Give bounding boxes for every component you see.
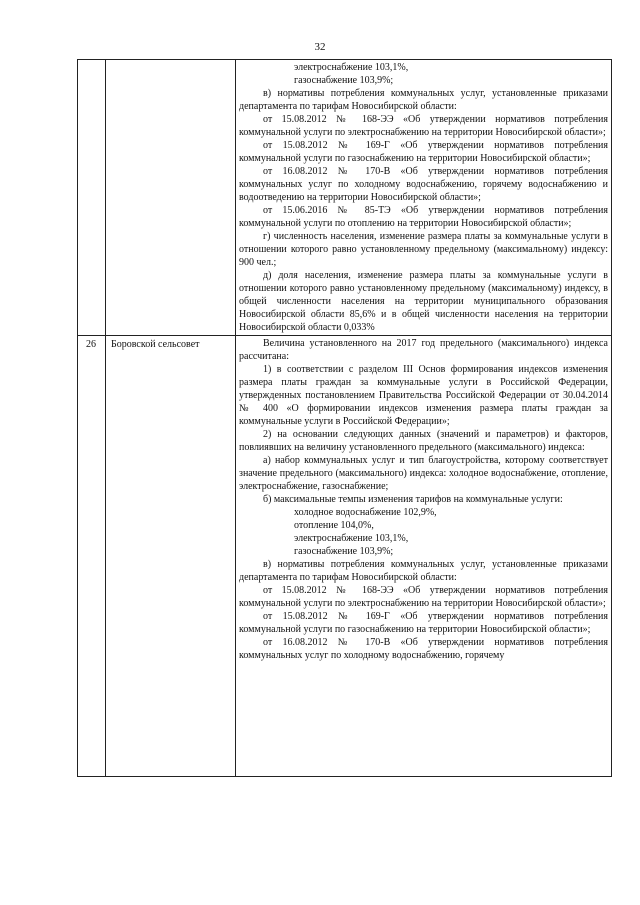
text-paragraph: д) доля населения, изменение размера платы за коммунальные услуги в отношении которого равно установленному предельному (максимальному) индексу, в общей численности населения на территории муниципального образования Новосибирской области 85,6% и в общей численности населения на территории Новосибирской области 0,033%: [239, 270, 608, 333]
text-paragraph: от 16.08.2012 № 170-В «Об утверждении нормативов потребления коммунальных услуг по холодному водоснабжению, горячему: [239, 637, 608, 661]
text-paragraph: 2) на основании следующих данных (значений и параметров) и факторов, повлиявших на величину установленного предельного (максимального) индекса:: [239, 429, 608, 453]
text-line: газоснабжение 103,9%;: [294, 546, 394, 557]
text-line: электроснабжение 103,1%,: [294, 533, 409, 544]
row-number-cell: [78, 336, 106, 777]
text-paragraph: г) численность населения, изменение размера платы за коммунальные услуги в отношении которого равно установленному предельному (максимальному) индексу: 900 чел.;: [239, 231, 608, 268]
municipality-name: Боровской сельсовет: [111, 339, 200, 350]
table-row-continued: [78, 60, 612, 336]
text-paragraph: от 15.08.2012 № 169-Г «Об утверждении нормативов потребления коммунальной услуги по газоснабжению на территории Новосибирской области»;: [239, 140, 608, 164]
text-paragraph: от 15.06.2016 № 85-ТЭ «Об утверждении нормативов потребления коммунальной услуги по отоплению на территории Новосибирской области»;: [239, 205, 608, 229]
text-paragraph: от 15.08.2012 № 168-ЭЭ «Об утверждении нормативов потребления коммунальной услуги по электроснабжению на территории Новосибирской области»;: [239, 585, 608, 609]
text-line: электроснабжение 103,1%,: [294, 62, 409, 73]
text-paragraph: в) нормативы потребления коммунальных услуг, установленные приказами департамента по тарифам Новосибирской области:: [239, 559, 608, 583]
text-paragraph: от 16.08.2012 № 170-В «Об утверждении нормативов потребления коммунальных услуг по холодному водоснабжению, горячему водоснабжению и водоотведению на территории Новосибирской области»;: [239, 166, 608, 203]
text-paragraph: в) нормативы потребления коммунальных услуг, установленные приказами департамента по тарифам Новосибирской области:: [239, 88, 608, 112]
description-cell: [236, 336, 612, 777]
text-paragraph: Величина установленного на 2017 год предельного (максимального) индекса рассчитана:: [239, 338, 608, 362]
row-number: 26: [86, 339, 96, 350]
text-paragraph: а) набор коммунальных услуг и тип благоустройства, которому соответствует значение предельного (максимального) индекса: холодное водоснабжение, отопление, электроснабжение, газоснабжение;: [239, 455, 608, 492]
table-row-26: [78, 336, 612, 777]
text-paragraph: 1) в соответствии с разделом III Основ формирования индексов изменения размера платы граждан за коммунальные услуги в Российской Федерации, утвержденных постановлением Правительства Российской Федерации от 30.04.2014 № 400 «О формировании индексов изменения размера платы граждан за коммунальные услуги в Российской Федерации»;: [239, 364, 608, 427]
municipality-cell: [106, 60, 236, 336]
text-paragraph: от 15.08.2012 № 169-Г «Об утверждении нормативов потребления коммунальной услуги по газоснабжению на территории Новосибирской области»;: [239, 611, 608, 635]
municipality-cell: [106, 336, 236, 777]
text-paragraph: от 15.08.2012 № 168-ЭЭ «Об утверждении нормативов потребления коммунальной услуги по электроснабжению на территории Новосибирской области»;: [239, 114, 608, 138]
description-cell: [236, 60, 612, 336]
row-number-cell: [78, 60, 106, 336]
text-line: холодное водоснабжение 102,9%,: [294, 507, 437, 518]
indices-table: [77, 59, 612, 777]
text-paragraph: б) максимальные темпы изменения тарифов на коммунальные услуги:: [263, 494, 563, 505]
text-line: отопление 104,0%,: [294, 520, 374, 531]
text-line: газоснабжение 103,9%;: [294, 75, 394, 86]
page-number: 32: [314, 41, 326, 53]
